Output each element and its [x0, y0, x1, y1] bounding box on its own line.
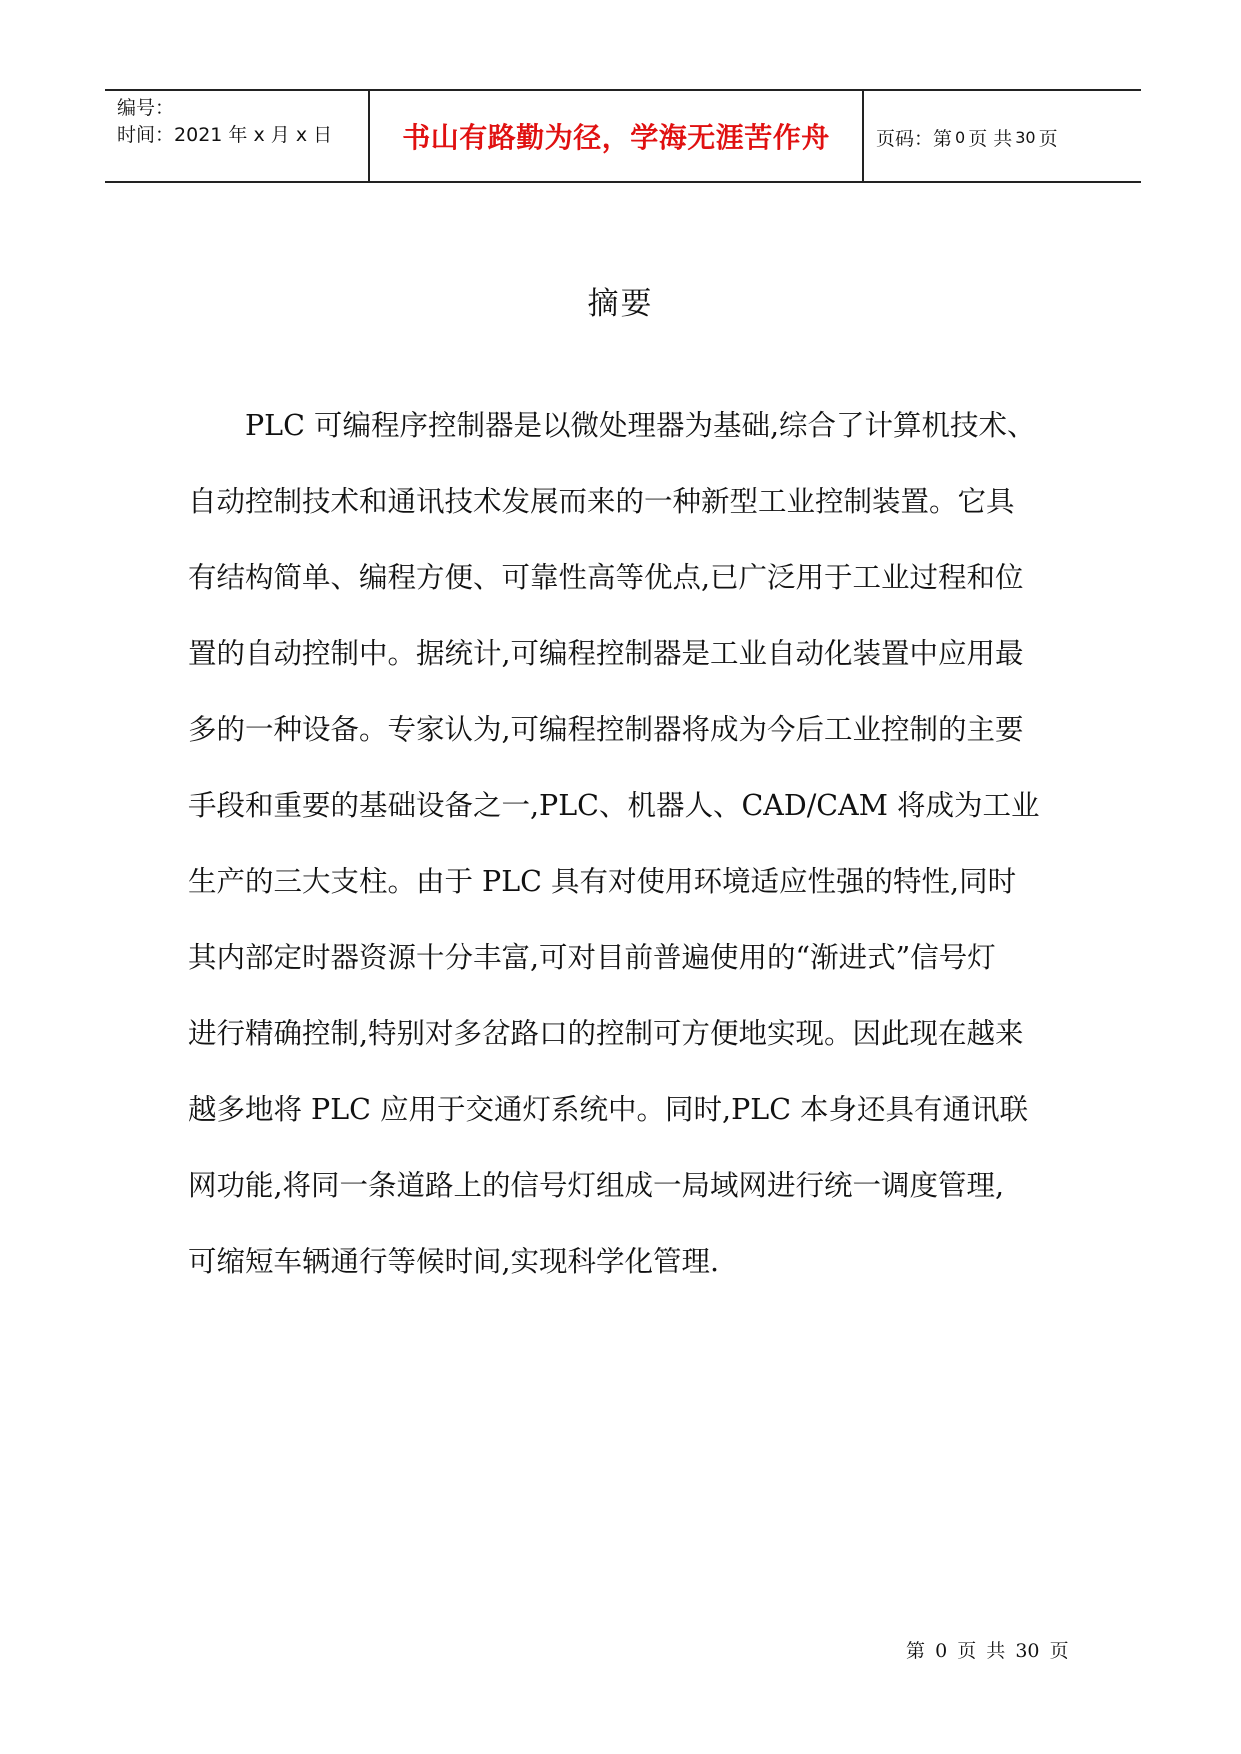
body-line: 越多地将 PLC 应用于交通灯系统中。同时,PLC 本身还具有通讯联: [188, 1093, 1029, 1126]
header-page-info: [864, 91, 1141, 181]
date-month: x: [253, 124, 265, 146]
page-footer: [906, 1636, 1073, 1663]
header-info-cell: [105, 91, 370, 181]
abstract-body: [188, 400, 1068, 1312]
page-prefix: 页码：第: [876, 127, 953, 150]
body-line: 自动控制技术和通讯技术发展而来的一种新型工业控制装置。它具: [188, 485, 1015, 518]
body-line: 其内部定时器资源十分丰富,可对目前普遍使用的“渐进式”信号灯: [188, 941, 996, 974]
header-table: [105, 89, 1141, 183]
body-line: 进行精确控制,特别对多岔路口的控制可方便地实现。因此现在越来: [188, 1017, 1024, 1050]
date-year-unit: 年: [228, 124, 248, 146]
footer-suffix: 页: [1049, 1640, 1069, 1662]
footer-total-prefix: 共: [986, 1640, 1006, 1662]
body-line: 置的自动控制中。据统计,可编程控制器是工业自动化装置中应用最: [188, 637, 1024, 670]
document-date: [117, 122, 368, 149]
document-number-label: 编号：: [117, 97, 175, 119]
date-day-unit: 日: [313, 124, 333, 146]
date-month-unit: 月: [270, 124, 290, 146]
body-line: PLC 可编程序控制器是以微处理器为基础,综合了计算机技术、: [245, 409, 1036, 442]
page-total: 30: [1015, 127, 1036, 147]
footer-total: 30: [1015, 1640, 1040, 1662]
body-line: 有结构简单、编程方便、可靠性高等优点,已广泛用于工业过程和位: [188, 561, 1024, 594]
footer-current: 0: [935, 1640, 948, 1662]
date-prefix: 时间：: [117, 124, 175, 146]
footer-prefix: 第: [906, 1640, 926, 1662]
body-line: 多的一种设备。专家认为,可编程控制器将成为今后工业控制的主要: [188, 713, 1024, 746]
footer-mid: 页: [957, 1640, 977, 1662]
page-current: 0: [955, 127, 966, 147]
page-suffix: 页: [1038, 127, 1058, 150]
date-day: x: [295, 124, 308, 146]
header-motto: 书山有路勤为径，学海无涯苦作舟: [370, 91, 864, 181]
body-line: 生产的三大支柱。由于 PLC 具有对使用环境适应性强的特性,同时: [188, 865, 1017, 898]
body-line: 手段和重要的基础设备之一,PLC、机器人、CAD/CAM 将成为工业: [188, 789, 1040, 822]
page-mid: 页 共: [968, 127, 1013, 150]
page-title: 摘要: [587, 286, 654, 322]
body-line: 网功能,将同一条道路上的信号灯组成一局域网进行统一调度管理,: [188, 1169, 1005, 1202]
body-line: 可缩短车辆通行等候时间,实现科学化管理.: [188, 1245, 720, 1278]
date-year: 2021: [174, 124, 223, 146]
